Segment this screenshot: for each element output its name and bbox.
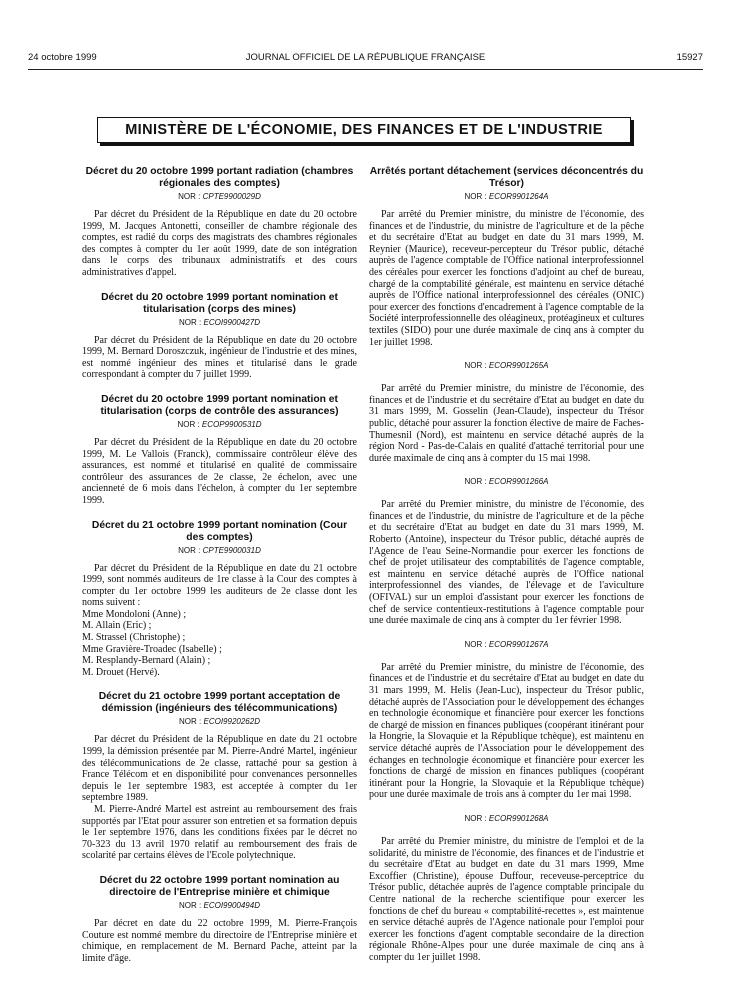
arrete-body: Par arrêté du Premier ministre, du ministre de l'économie, des finances et de l'industrie, du ministre de l'agriculture et de la pêche et du secrétaire d'Etat au budget en date du 31 mars 1999, M. Roberto (Antoine), inspecteur du Trésor public, détaché auprès de l'Agence de l'eau Seine-Normandie pour exercer les fonctions de chef de projet utilisateur des comptabilités de l'agence comptable, est maintenu en service détaché auprès de l'Office national interprofessionnel des viandes, de l'élevage et de l'aviculture (OFIVAL) sur un emploi d'assistant pour exercer les fonctions de chef de service contentieux-restitutions à l'agence comptable pour une durée maximale de cinq ans à compter du 1er février 1998. xyxy=(369,499,644,627)
decree-body: Par décret du Président de la République en date du 20 octobre 1999, M. Bernard Doroszczuk, ingénieur de l'industrie et des mines, est nommé ingénieur des mines et titularisé dans le grade correspondant à compter du 7 juillet 1999. xyxy=(82,334,357,381)
decree-title: Décret du 22 octobre 1999 portant nomination au directoire de l'Entreprise minière et chimique xyxy=(99,874,340,898)
decree-title: Décret du 20 octobre 1999 portant nomination et titularisation (corps de contrôle des assurances) xyxy=(100,393,339,417)
nor-code: ECOI9900427D xyxy=(203,317,260,327)
decree-body-continued: M. Pierre-André Martel est astreint au remboursement des frais supportés par l'Etat pour assurer son entretien et sa formation depuis le 1er septembre 1976, dans les conditions fixées par le décret no 70-323 du 13 avril 1970 relatif au remboursement des frais de scolarité par certains élèves de l'Ecole polytechnique. xyxy=(82,804,357,862)
arrete-body: Par arrêté du Premier ministre, du ministre de l'emploi et de la solidarité, du ministre de l'économie, des finances et de l'industrie et du secrétaire d'Etat au budget en date du 31 mars 1999, Mme Excoffier (Christine), épouse Duffour, receveuse-perceptrice du Trésor public, détachée auprès de l'agence comptable principale du Centre national de la recherche scientifique pour exercer les fonctions de chef du bureau « comptabilité-recettes », est maintenue en service détaché auprès de l'Agence nationale pour l'emploi pour exercer les fonctions d'agent comptable secondaire de la direction régionale Rhône-Alpes pour une durée maximale de cinq ans à compter du 1er juillet 1998. xyxy=(369,835,644,963)
right-column xyxy=(369,166,644,976)
arrete-body: Par arrêté du Premier ministre, du ministre de l'économie, des finances et de l'industrie et du secrétaire d'Etat au budget en date du 31 mars 1999, M. Gosselin (Jean-Claude), inspecteur du Trésor public, détaché pour assurer la fonction élective de maire de Faches-Thumesnil (Nord), est maintenu en service détaché auprès de la région Nord - Pas-de-Calais en qualité d'attaché territorial pour une durée maximale de cinq ans à compter du 15 mai 1998. xyxy=(369,383,644,464)
nor-code: ECOR9901266A xyxy=(488,477,549,487)
decree-title: Décret du 20 octobre 1999 portant radiation (chambres régionales des comptes) xyxy=(85,166,354,189)
decree-body: Par décret du Président de la République en date du 20 octobre 1999, M. Le Vallois (Franck), commissaire contrôleur élève des assurances, est nommé et titularisé en qualité de commissaire contrôleur des assurances de 2e classe, 2e échelon, avec une ancienneté de 6 mois dans l'échelon, à compter du 1er septembre 1999. xyxy=(82,436,357,506)
decree-section xyxy=(82,520,357,679)
decree-section xyxy=(82,394,357,507)
nor-reference xyxy=(82,318,357,327)
nor-label: NOR : xyxy=(464,813,489,823)
page-header xyxy=(28,52,703,66)
nor-reference xyxy=(369,477,644,486)
arrete-body: Par arrêté du Premier ministre, du ministre de l'économie, des finances et de l'industrie et du secrétaire d'Etat au budget en date du 31 mars 1999, M. Helis (Jean-Luc), inspecteur du Trésor public, détaché auprès de l'Association pour le développement des échanges en technologie économique et financière pour exercer les fonctions de chargé de mission en finances publiques (coopérant itinérant pour la Hongrie, la Slovaquie et la République tchèque), est maintenu en service détaché auprès de l'Association pour le développement des échanges en technologie économique et financière pour exercer les fonctions de chargé de mission en finances publiques (coopérant itinérant pour la Hongrie, la Slovaquie et la République tchèque) pour une durée maximale de trois ans à compter du 1er mai 1998. xyxy=(369,661,645,801)
nor-label: NOR : xyxy=(179,317,204,327)
header-date: 24 octobre 1999 xyxy=(28,52,97,63)
nor-reference xyxy=(369,814,644,823)
decree-section xyxy=(82,875,357,964)
list-item: Mme Mondoloni (Anne) ; xyxy=(82,608,187,620)
nor-code: ECOI9920262D xyxy=(203,717,260,727)
nor-reference xyxy=(369,640,644,649)
nor-reference xyxy=(369,192,644,201)
nor-reference xyxy=(82,717,357,726)
nor-reference xyxy=(82,192,357,201)
header-rule xyxy=(28,69,703,70)
journal-title: JOURNAL OFFICIEL DE LA RÉPUBLIQUE FRANÇAISE xyxy=(245,52,486,63)
page-number: 15927 xyxy=(676,52,703,63)
nor-reference xyxy=(369,361,644,370)
nor-label: NOR : xyxy=(179,900,204,910)
nor-reference xyxy=(82,901,357,910)
decree-title: Décret du 20 octobre 1999 portant nomination et titularisation (corps des mines) xyxy=(101,291,338,315)
decree-section xyxy=(82,166,357,279)
nor-label: NOR : xyxy=(178,545,203,555)
decree-section xyxy=(82,691,357,862)
decree-title: Décret du 21 octobre 1999 portant nomination (Cour des comptes) xyxy=(91,519,348,543)
nor-code: ECOI9900494D xyxy=(203,900,260,910)
nor-label: NOR : xyxy=(177,419,202,429)
nor-label: NOR : xyxy=(464,192,489,201)
nor-code: ECOR9901265A xyxy=(488,361,549,371)
nor-code: ECOR9901268A xyxy=(488,813,549,823)
decree-section xyxy=(82,292,357,381)
nor-code: ECOP9900531D xyxy=(201,419,262,429)
nor-label: NOR : xyxy=(178,192,203,201)
nor-label: NOR : xyxy=(464,477,489,487)
nor-code: CPTE9900031D xyxy=(202,545,261,555)
nor-reference xyxy=(82,420,357,429)
nor-label: NOR : xyxy=(464,361,489,371)
decree-body: Par décret du Président de la République en date du 20 octobre 1999, M. Jacques Antonetti, conseiller de chambre régionale des comptes, est radié du corps des magistrats des chambres régionales des comptes à compter du 1er août 1999, date de son intégration dans le corps des tribunaux administratifs et des cours administratives d'appel. xyxy=(82,209,357,278)
arretes-title: Arrêtés portant détachement (services déconcentrés du Trésor) xyxy=(369,166,644,189)
list-item: M. Strassel (Christophe) ; xyxy=(82,632,186,644)
auditor-names-list xyxy=(82,609,357,679)
arrete-body: Par arrêté du Premier ministre, du ministre de l'économie, des finances et de l'industrie, du ministre de l'agriculture et de la pêche et du secrétaire d'Etat au budget en date du 31 mars 1999, M. Reynier (Maurice), receveur-percepteur du Trésor public, détaché auprès de l'agence comptable de l'Office national interprofessionnel des céréales pour exercer les fonctions d'adjoint au chef de bureau, chargé de la comptabilité générale, est maintenu en service détaché auprès de l'Office national interprofessionnel des céréales (ONIC) pour exercer des fonctions d'encadrement à l'agence comptable de la Société interprofessionnelle des oléagineux, protéagineux et cultures textiles (SIDO) pour une durée maximale de cinq ans à compter du 1er juillet 1998. xyxy=(369,209,644,348)
list-item: Mme Gravière-Troadec (Isabelle) ; xyxy=(82,643,222,655)
decree-body: Par décret du Président de la République en date du 21 octobre 1999, sont nommés auditeurs de 1re classe à la Cour des comptes à compter du 1er octobre 1999 les auditeurs de 2e classe dont les noms suivent : xyxy=(82,562,357,609)
list-item: M. Resplandy-Bernard (Alain) ; xyxy=(82,655,211,667)
decree-body: Par décret du Président de la République en date du 21 octobre 1999, la démission présentée par M. Pierre-André Martel, ingénieur des télécommunications de 2e classe, rattaché pour sa gestion à France Télécom et en disponibilité pour convenances personnelles depuis le 1er septembre 1983, est acceptée à compter du 1er septembre 1989. xyxy=(82,734,357,804)
nor-reference xyxy=(82,546,357,555)
nor-code: CPTE9900029D xyxy=(202,192,261,201)
list-item: M. Drouet (Hervé). xyxy=(82,666,160,678)
decree-title: Décret du 21 octobre 1999 portant acceptation de démission (ingénieurs des télécommunications) xyxy=(98,691,341,715)
left-column xyxy=(82,166,357,977)
list-item: M. Allain (Eric) ; xyxy=(82,620,152,632)
nor-label: NOR : xyxy=(179,717,204,727)
decree-body: Par décret en date du 22 octobre 1999, M. Pierre-François Couture est nommé membre du directoire de l'Entreprise minière et chimique, en remplacement de M. Bernard Pache, atteint par la limite d'âge. xyxy=(82,917,357,964)
nor-label: NOR : xyxy=(464,639,489,649)
nor-code: ECOR9901264A xyxy=(488,192,549,201)
ministry-banner: MINISTÈRE DE L'ÉCONOMIE, DES FINANCES ET DE L'INDUSTRIE xyxy=(97,117,631,143)
nor-code: ECOR9901267A xyxy=(488,639,549,649)
